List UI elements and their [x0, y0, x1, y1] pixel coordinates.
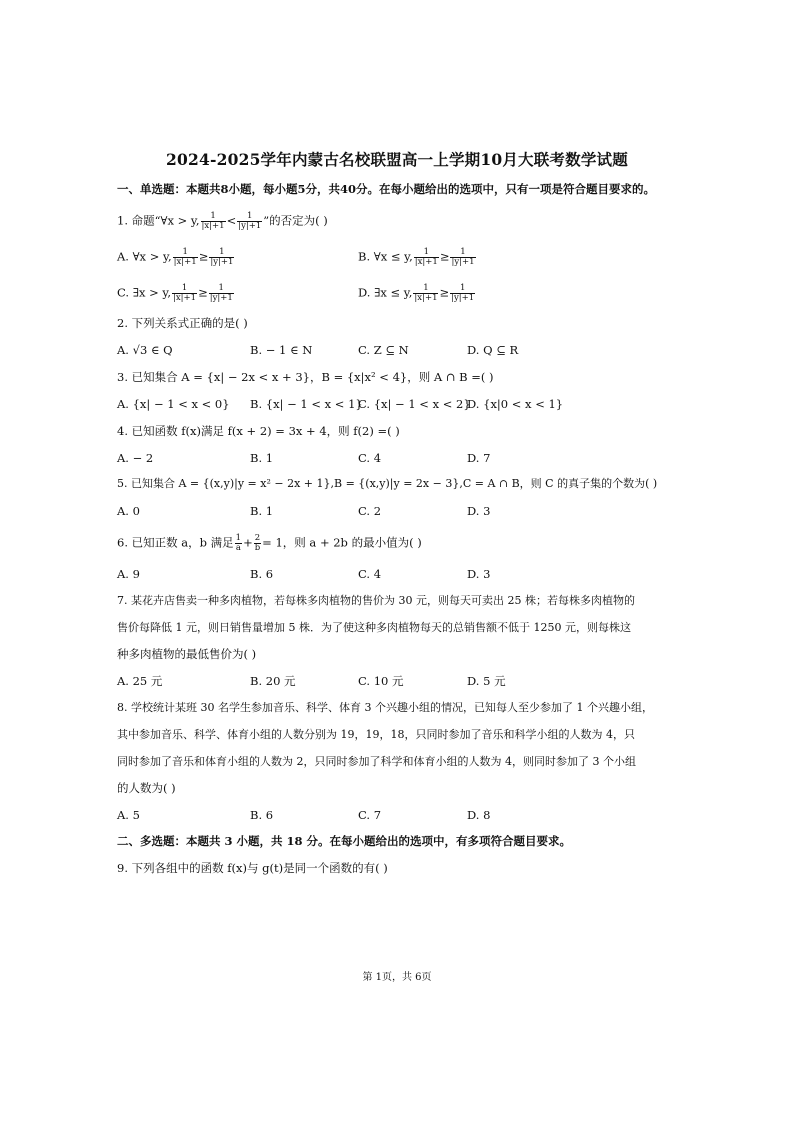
question-5-option-c[interactable]: C. 2: [358, 504, 382, 518]
question-5-option-b[interactable]: B. 1: [250, 504, 274, 518]
question-7-option-c[interactable]: C. 10 元: [358, 674, 404, 688]
question-8-option-d[interactable]: D. 8: [467, 808, 491, 822]
section-multiple-choice-header: 二、多选题：本题共 3 小题，共 18 分。在每小题给出的选项中，有多项符合题目要求。: [117, 834, 572, 848]
question-6-option-a[interactable]: A. 9: [117, 567, 140, 581]
question-1-option-b[interactable]: B. ∀x ≤ y, $\frac{1}{|x|+1}$ ≥ $\frac{1}{|y|+1}$: [358, 247, 475, 267]
question-6-option-c[interactable]: C. 4: [358, 567, 382, 581]
question-8-line-1: 8. 学校统计某班 30 名学生参加音乐、科学、体育 3 个兴趣小组的情况，已知每人至少参加了 1 个兴趣小组，: [117, 701, 653, 714]
question-8-option-b[interactable]: B. 6: [250, 808, 274, 822]
question-4-option-a[interactable]: A. − 2: [117, 451, 154, 465]
question-1-option-a[interactable]: A. ∀x > y, $\frac{1}{|x|+1}$ ≥ $\frac{1}{|y|+1}$: [117, 247, 234, 267]
question-2-stem: 2. 下列关系式正确的是( ): [117, 316, 248, 330]
question-3-option-a[interactable]: A. {x| − 1 < x < 0}: [117, 397, 230, 411]
question-3-stem: 3. 已知集合 A = {x| − 2x < x + 3}，B = {x|x² < 4}，则 A ∩ B =( ): [117, 370, 494, 384]
question-6-option-b[interactable]: B. 6: [250, 567, 274, 581]
question-7-line-3: 种多肉植物的最低售价为( ): [117, 647, 257, 661]
question-4-option-c[interactable]: C. 4: [358, 451, 382, 465]
question-7-option-d[interactable]: D. 5 元: [467, 674, 506, 688]
question-9-stem: 9. 下列各组中的函数 f(x)与 g(t)是同一个函数的有( ): [117, 861, 388, 875]
question-6-option-d[interactable]: D. 3: [467, 567, 491, 581]
section-single-choice-header: 一、单选题：本题共8小题，每小题5分，共40分。在每小题给出的选项中，只有一项是符合题目要求的。: [117, 182, 656, 196]
question-4-option-d[interactable]: D. 7: [467, 451, 491, 465]
page-title: 2024-2025学年内蒙古名校联盟高一上学期10月大联考数学试题: [166, 150, 628, 169]
question-4-stem: 4. 已知函数 f(x)满足 f(x + 2) = 3x + 4，则 f(2) =( ): [117, 424, 400, 438]
question-7-option-a[interactable]: A. 25 元: [117, 674, 163, 688]
page-footer: 第 1页，共 6页: [362, 972, 432, 983]
question-2-option-c[interactable]: C. Z ⊆ N: [358, 343, 409, 357]
question-7-option-b[interactable]: B. 20 元: [250, 674, 296, 688]
question-1-option-c[interactable]: C. ∃x > y, $\frac{1}{|x|+1}$ ≥ $\frac{1}{|y|+1}$: [117, 283, 233, 303]
question-2-option-b[interactable]: B. − 1 ∈ N: [250, 343, 313, 357]
question-7-line-1: 7. 某花卉店售卖一种多肉植物，若每株多肉植物的售价为 30 元，则每天可卖出 25 株；若每株多肉植物的: [117, 594, 635, 607]
question-8-line-4: 的人数为( ): [117, 781, 176, 795]
question-3-option-d[interactable]: D. {x|0 < x < 1}: [467, 397, 564, 411]
question-8-option-c[interactable]: C. 7: [358, 808, 382, 822]
question-2-option-a[interactable]: A. √3 ∈ Q: [117, 343, 173, 357]
question-5-stem: 5. 已知集合 A = {(x,y)|y = x² − 2x + 1},B = {(x,y)|y = 2x − 3},C = A ∩ B，则 C 的真子集的个数为( ): [117, 477, 658, 490]
fraction: $\frac{1}{|x|+1}$: [201, 211, 225, 231]
question-2-option-d[interactable]: D. Q ⊆ R: [467, 343, 519, 357]
question-3-option-b[interactable]: B. {x| − 1 < x < 1}: [250, 397, 363, 411]
question-4-option-b[interactable]: B. 1: [250, 451, 274, 465]
fraction: $\frac{1}{|y|+1}$: [238, 211, 262, 231]
question-8-option-a[interactable]: A. 5: [117, 808, 140, 822]
question-5-option-a[interactable]: A. 0: [117, 504, 140, 518]
question-8-line-2: 其中参加音乐、科学、体育小组的人数分别为 19，19，18，只同时参加了音乐和科学小组的人数为 4，只: [117, 728, 635, 741]
question-5-option-d[interactable]: D. 3: [467, 504, 491, 518]
question-1-option-d[interactable]: D. ∃x ≤ y, $\frac{1}{|x|+1}$ ≥ $\frac{1}{|y|+1}$: [358, 283, 475, 303]
question-8-line-3: 同时参加了音乐和体育小组的人数为 2，只同时参加了科学和体育小组的人数为 4，则同时参加了 3 个小组: [117, 755, 636, 768]
question-7-line-2: 售价每降低 1 元，则日销售量增加 5 株．为了使这种多肉植物每天的总销售额不低于 1250 元，则每株这: [117, 621, 631, 634]
question-6-stem: 6. 已知正数 a，b 满足 $\frac{1}{a}$ + $\frac{2}{b}$ = 1，则 a + 2b 的最小值为( ): [117, 533, 422, 553]
question-1-stem: 1. 命题“∀x > y, $\frac{1}{|x|+1}$ < $\frac{1}{|y|+1}$ ”的否定为( ): [117, 211, 328, 231]
question-3-option-c[interactable]: C. {x| − 1 < x < 2}: [358, 397, 471, 411]
